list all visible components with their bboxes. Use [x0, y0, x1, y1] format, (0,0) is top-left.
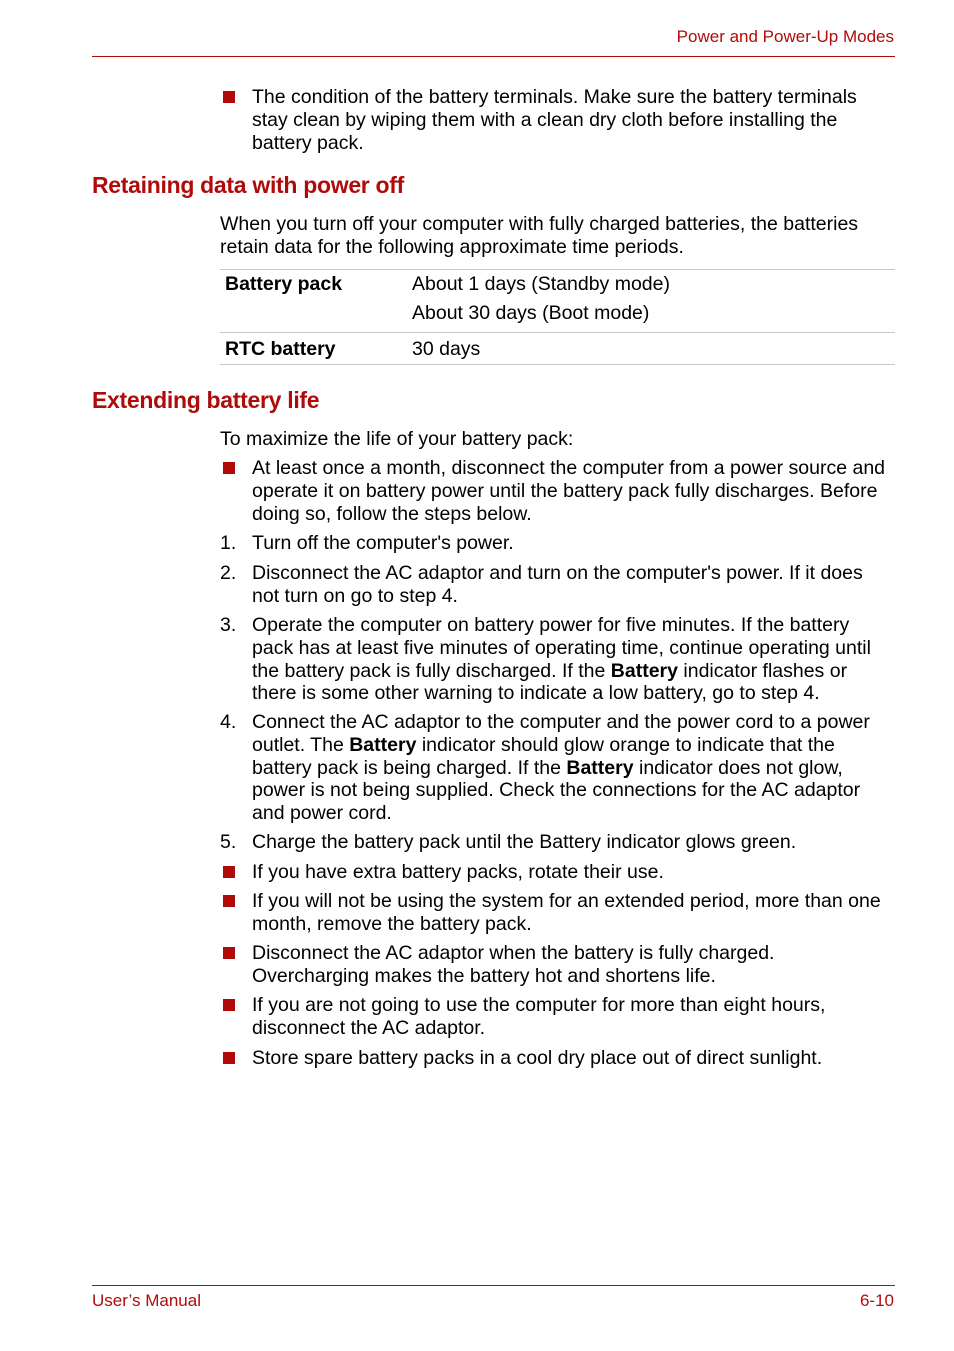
bullet-square-icon [223, 91, 235, 103]
bold-term: Battery [349, 733, 417, 756]
list-item-text: If you have extra battery packs, rotate their use. [252, 861, 664, 883]
step-text: Connect the AC adaptor to the computer and the power cord to a power outlet. The Battery indicator should glow orange to indicate that the battery pack is being charged. If the Battery indicator does not glow, power is not being supplied. Check the connections for the AC adaptor and power cord. [252, 711, 870, 825]
bold-term: Battery [566, 756, 634, 779]
section-heading-retaining-data: Retaining data with power off [92, 172, 405, 198]
step-number: 4. [220, 711, 237, 733]
numbered-step [220, 532, 895, 555]
list-item [220, 942, 895, 988]
list-item [220, 457, 895, 525]
list-item-text: If you are not going to use the computer for more than eight hours, disconnect the AC adaptor. [252, 994, 826, 1039]
bullet-square-icon [223, 895, 235, 907]
list-item-text: At least once a month, disconnect the computer from a power source and operate it on battery power until the battery pack fully discharges. Before doing so, follow the steps below. [252, 457, 886, 525]
footer-rule [92, 1285, 895, 1286]
bullet-square-icon [223, 462, 235, 474]
list-item-text: Store spare battery packs in a cool dry place out of direct sunlight. [252, 1047, 823, 1069]
section-intro: To maximize the life of your battery pack: [220, 428, 574, 450]
table-cell-value: 30 days [412, 338, 481, 360]
table-row-label: Battery pack [225, 273, 343, 295]
list-item [220, 1047, 895, 1070]
step-number: 3. [220, 614, 237, 636]
list-item [220, 861, 895, 884]
header-rule [92, 56, 895, 57]
bullet-square-icon [223, 866, 235, 878]
retention-table [220, 269, 895, 365]
numbered-step [220, 711, 895, 825]
step-number: 2. [220, 562, 237, 584]
numbered-step [220, 562, 895, 608]
numbered-step [220, 831, 895, 854]
step-number: 1. [220, 532, 237, 554]
list-item [220, 890, 895, 936]
bold-term: Battery [610, 659, 678, 682]
numbered-step [220, 614, 895, 705]
bullet-square-icon [223, 1052, 235, 1064]
list-item [220, 86, 895, 154]
section-heading-extending-battery-life: Extending battery life [92, 387, 320, 413]
list-item-text: If you will not be using the system for an extended period, more than one month, remove the battery pack. [252, 890, 881, 935]
bullet-square-icon [223, 999, 235, 1011]
running-header: Power and Power-Up Modes [676, 27, 894, 46]
table-cell-value: About 30 days (Boot mode) [412, 302, 650, 324]
step-text: Turn off the computer's power. [252, 532, 514, 554]
list-item [220, 994, 895, 1040]
footer-manual-title: User’s Manual [92, 1291, 201, 1310]
table-row [220, 333, 895, 365]
list-item-text: Disconnect the AC adaptor when the battery is fully charged. Overcharging makes the battery hot and shortens life. [252, 942, 775, 987]
list-item-text: The condition of the battery terminals. Make sure the battery terminals stay clean by wiping them with a clean dry cloth before installing the battery pack. [252, 86, 857, 154]
step-text: Disconnect the AC adaptor and turn on the computer's power. If it does not turn on go to step 4. [252, 562, 863, 607]
page-number: 6-10 [859, 1291, 894, 1310]
table-cell-value: About 1 days (Standby mode) [412, 273, 670, 295]
table-row [220, 270, 895, 333]
step-text: Operate the computer on battery power for five minutes. If the battery pack has at least five minutes of operating time, continue operating until the battery pack is fully discharged. If the Battery indicator flashes or there is some other warning to indicate a low battery, go to step 4. [252, 614, 871, 705]
section-paragraph: When you turn off your computer with fully charged batteries, the batteries retain data for the following approximate time periods. [220, 213, 859, 258]
bullet-square-icon [223, 947, 235, 959]
step-number: 5. [220, 831, 237, 853]
step-text: Charge the battery pack until the Battery indicator glows green. [252, 831, 797, 853]
table-row-label: RTC battery [225, 338, 336, 360]
